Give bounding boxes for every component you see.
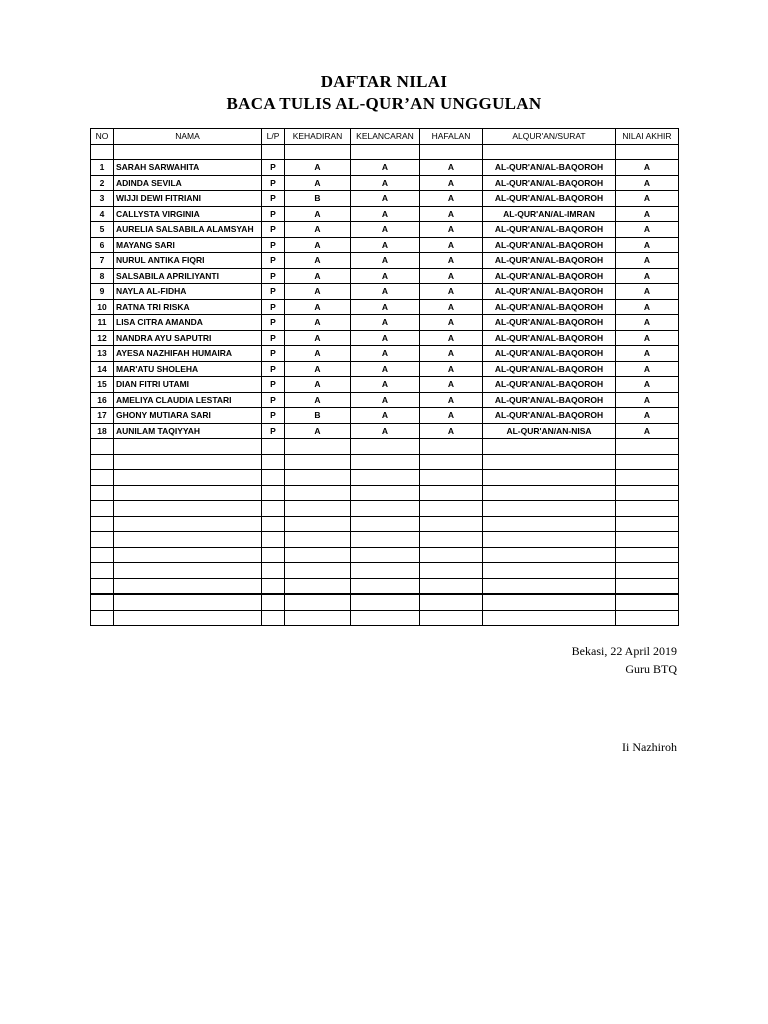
cell-no: 8 <box>91 268 114 284</box>
cell-kehadiran: A <box>285 392 351 408</box>
table-header-row <box>91 129 679 145</box>
cell-lp: P <box>262 299 285 315</box>
cell-nilai-akhir: A <box>616 160 679 176</box>
cell-hafalan: A <box>420 423 483 439</box>
empty-row <box>91 610 679 626</box>
cell-nilai-akhir: A <box>616 346 679 362</box>
cell-lp: P <box>262 284 285 300</box>
cell-no: 18 <box>91 423 114 439</box>
table-row <box>91 268 679 284</box>
cell-nilai-akhir: A <box>616 206 679 222</box>
empty-row <box>91 485 679 501</box>
cell-kelancaran: A <box>351 237 420 253</box>
cell-nilai-akhir: A <box>616 299 679 315</box>
cell-kehadiran: A <box>285 206 351 222</box>
cell-hafalan: A <box>420 253 483 269</box>
cell-hafalan: A <box>420 206 483 222</box>
cell-surat: AL-QUR'AN/AN-NISA <box>483 423 616 439</box>
cell-surat: AL-QUR'AN/AL-IMRAN <box>483 206 616 222</box>
cell-lp: P <box>262 268 285 284</box>
table-row <box>91 284 679 300</box>
table-row <box>91 423 679 439</box>
cell-nama: SARAH SARWAHITA <box>114 160 262 176</box>
cell-lp: P <box>262 160 285 176</box>
cell-no: 10 <box>91 299 114 315</box>
cell-nama: NAYLA AL-FIDHA <box>114 284 262 300</box>
cell-nama: AUNILAM TAQIYYAH <box>114 423 262 439</box>
cell-no: 4 <box>91 206 114 222</box>
table-row <box>91 299 679 315</box>
cell-surat: AL-QUR'AN/AL-BAQOROH <box>483 284 616 300</box>
cell-hafalan: A <box>420 160 483 176</box>
cell-kehadiran: A <box>285 377 351 393</box>
cell-lp: P <box>262 253 285 269</box>
table-row <box>91 175 679 191</box>
cell-surat: AL-QUR'AN/AL-BAQOROH <box>483 299 616 315</box>
cell-no: 7 <box>91 253 114 269</box>
cell-nilai-akhir: A <box>616 284 679 300</box>
cell-no: 16 <box>91 392 114 408</box>
cell-nama: DIAN FITRI UTAMI <box>114 377 262 393</box>
cell-lp: P <box>262 346 285 362</box>
cell-kehadiran: A <box>285 315 351 331</box>
cell-hafalan: A <box>420 268 483 284</box>
cell-surat: AL-QUR'AN/AL-BAQOROH <box>483 191 616 207</box>
cell-nilai-akhir: A <box>616 361 679 377</box>
cell-hafalan: A <box>420 191 483 207</box>
cell-hafalan: A <box>420 408 483 424</box>
header-hafalan: HAFALAN <box>420 129 483 145</box>
header-kelancaran: KELANCARAN <box>351 129 420 145</box>
cell-lp: P <box>262 330 285 346</box>
cell-no: 9 <box>91 284 114 300</box>
table-row <box>91 315 679 331</box>
cell-kelancaran: A <box>351 206 420 222</box>
grades-table <box>90 128 679 626</box>
cell-nilai-akhir: A <box>616 191 679 207</box>
cell-kehadiran: B <box>285 191 351 207</box>
cell-nama: MAR'ATU SHOLEHA <box>114 361 262 377</box>
cell-surat: AL-QUR'AN/AL-BAQOROH <box>483 268 616 284</box>
table-row <box>91 206 679 222</box>
cell-nilai-akhir: A <box>616 268 679 284</box>
empty-row <box>91 594 679 610</box>
cell-nama: AYESA NAZHIFAH HUMAIRA <box>114 346 262 362</box>
cell-kelancaran: A <box>351 423 420 439</box>
document-title: DAFTAR NILAI <box>320 72 448 91</box>
table-row <box>91 160 679 176</box>
table-row <box>91 253 679 269</box>
cell-lp: P <box>262 361 285 377</box>
cell-lp: P <box>262 206 285 222</box>
cell-no: 15 <box>91 377 114 393</box>
cell-nama: MAYANG SARI <box>114 237 262 253</box>
header-nama: NAMA <box>114 129 262 145</box>
table-body <box>91 144 679 626</box>
cell-hafalan: A <box>420 392 483 408</box>
cell-hafalan: A <box>420 315 483 331</box>
cell-no: 14 <box>91 361 114 377</box>
empty-row <box>91 547 679 563</box>
cell-no: 12 <box>91 330 114 346</box>
cell-no: 5 <box>91 222 114 238</box>
signature-place-date: Bekasi, 22 April 2019 <box>571 644 677 658</box>
cell-kelancaran: A <box>351 330 420 346</box>
cell-no: 13 <box>91 346 114 362</box>
cell-kelancaran: A <box>351 377 420 393</box>
cell-kehadiran: A <box>285 175 351 191</box>
header-no: NO <box>91 129 114 145</box>
cell-surat: AL-QUR'AN/AL-BAQOROH <box>483 392 616 408</box>
header-nilai-akhir: NILAI AKHIR <box>616 129 679 145</box>
empty-row <box>91 501 679 517</box>
cell-kelancaran: A <box>351 299 420 315</box>
cell-hafalan: A <box>420 346 483 362</box>
cell-nama: NANDRA AYU SAPUTRI <box>114 330 262 346</box>
cell-kelancaran: A <box>351 392 420 408</box>
cell-kehadiran: A <box>285 423 351 439</box>
cell-surat: AL-QUR'AN/AL-BAQOROH <box>483 175 616 191</box>
cell-nama: AURELIA SALSABILA ALAMSYAH <box>114 222 262 238</box>
cell-kehadiran: A <box>285 237 351 253</box>
header-lp: L/P <box>262 129 285 145</box>
cell-hafalan: A <box>420 237 483 253</box>
cell-surat: AL-QUR'AN/AL-BAQOROH <box>483 315 616 331</box>
cell-kehadiran: A <box>285 268 351 284</box>
cell-surat: AL-QUR'AN/AL-BAQOROH <box>483 222 616 238</box>
cell-surat: AL-QUR'AN/AL-BAQOROH <box>483 346 616 362</box>
cell-surat: AL-QUR'AN/AL-BAQOROH <box>483 361 616 377</box>
cell-hafalan: A <box>420 222 483 238</box>
cell-hafalan: A <box>420 284 483 300</box>
cell-kelancaran: A <box>351 408 420 424</box>
cell-kehadiran: A <box>285 346 351 362</box>
table-row <box>91 237 679 253</box>
cell-nilai-akhir: A <box>616 330 679 346</box>
cell-nilai-akhir: A <box>616 253 679 269</box>
cell-lp: P <box>262 237 285 253</box>
table-row <box>91 330 679 346</box>
cell-lp: P <box>262 315 285 331</box>
cell-surat: AL-QUR'AN/AL-BAQOROH <box>483 330 616 346</box>
table-row <box>91 222 679 238</box>
cell-hafalan: A <box>420 330 483 346</box>
cell-kelancaran: A <box>351 268 420 284</box>
cell-lp: P <box>262 408 285 424</box>
cell-lp: P <box>262 423 285 439</box>
cell-lp: P <box>262 377 285 393</box>
cell-nama: CALLYSTA VIRGINIA <box>114 206 262 222</box>
empty-row <box>91 532 679 548</box>
header-kehadiran: KEHADIRAN <box>285 129 351 145</box>
cell-nama: RATNA TRI RISKA <box>114 299 262 315</box>
cell-hafalan: A <box>420 361 483 377</box>
cell-hafalan: A <box>420 175 483 191</box>
cell-surat: AL-QUR'AN/AL-BAQOROH <box>483 160 616 176</box>
cell-surat: AL-QUR'AN/AL-BAQOROH <box>483 237 616 253</box>
cell-kehadiran: B <box>285 408 351 424</box>
cell-nilai-akhir: A <box>616 408 679 424</box>
spacer-row <box>91 144 679 160</box>
cell-no: 6 <box>91 237 114 253</box>
header-surat: ALQUR'AN/SURAT <box>483 129 616 145</box>
table-row <box>91 346 679 362</box>
cell-hafalan: A <box>420 299 483 315</box>
signature-role: Guru BTQ <box>625 662 677 676</box>
cell-hafalan: A <box>420 377 483 393</box>
cell-nilai-akhir: A <box>616 222 679 238</box>
table-row <box>91 392 679 408</box>
cell-nama: GHONY MUTIARA SARI <box>114 408 262 424</box>
cell-kelancaran: A <box>351 361 420 377</box>
cell-kelancaran: A <box>351 346 420 362</box>
cell-nilai-akhir: A <box>616 423 679 439</box>
cell-nama: LISA CITRA AMANDA <box>114 315 262 331</box>
cell-nama: WIJJI DEWI FITRIANI <box>114 191 262 207</box>
cell-no: 2 <box>91 175 114 191</box>
empty-row <box>91 516 679 532</box>
cell-kelancaran: A <box>351 191 420 207</box>
cell-lp: P <box>262 392 285 408</box>
cell-nilai-akhir: A <box>616 377 679 393</box>
cell-kelancaran: A <box>351 315 420 331</box>
empty-row <box>91 470 679 486</box>
empty-row <box>91 563 679 579</box>
cell-no: 11 <box>91 315 114 331</box>
cell-kelancaran: A <box>351 284 420 300</box>
cell-surat: AL-QUR'AN/AL-BAQOROH <box>483 253 616 269</box>
table-row <box>91 377 679 393</box>
signature-name: Ii Nazhiroh <box>622 740 677 754</box>
table-row <box>91 408 679 424</box>
cell-no: 17 <box>91 408 114 424</box>
empty-row <box>91 578 679 594</box>
cell-nilai-akhir: A <box>616 237 679 253</box>
cell-nama: SALSABILA APRILIYANTI <box>114 268 262 284</box>
cell-nama: NURUL ANTIKA FIQRI <box>114 253 262 269</box>
cell-kehadiran: A <box>285 222 351 238</box>
cell-surat: AL-QUR'AN/AL-BAQOROH <box>483 377 616 393</box>
cell-no: 1 <box>91 160 114 176</box>
cell-kehadiran: A <box>285 284 351 300</box>
cell-nama: AMELIYA CLAUDIA LESTARI <box>114 392 262 408</box>
cell-kehadiran: A <box>285 253 351 269</box>
table-row <box>91 361 679 377</box>
cell-kelancaran: A <box>351 222 420 238</box>
document-subtitle: BACA TULIS AL-QUR’AN UNGGULAN <box>226 94 542 113</box>
cell-lp: P <box>262 191 285 207</box>
cell-no: 3 <box>91 191 114 207</box>
cell-nama: ADINDA SEVILA <box>114 175 262 191</box>
cell-kelancaran: A <box>351 175 420 191</box>
empty-row <box>91 439 679 455</box>
cell-kehadiran: A <box>285 299 351 315</box>
cell-kehadiran: A <box>285 361 351 377</box>
cell-nilai-akhir: A <box>616 392 679 408</box>
cell-nilai-akhir: A <box>616 175 679 191</box>
cell-nilai-akhir: A <box>616 315 679 331</box>
cell-kelancaran: A <box>351 160 420 176</box>
cell-kelancaran: A <box>351 253 420 269</box>
table-row <box>91 191 679 207</box>
cell-lp: P <box>262 175 285 191</box>
empty-row <box>91 454 679 470</box>
cell-lp: P <box>262 222 285 238</box>
cell-surat: AL-QUR'AN/AL-BAQOROH <box>483 408 616 424</box>
cell-kehadiran: A <box>285 330 351 346</box>
cell-kehadiran: A <box>285 160 351 176</box>
